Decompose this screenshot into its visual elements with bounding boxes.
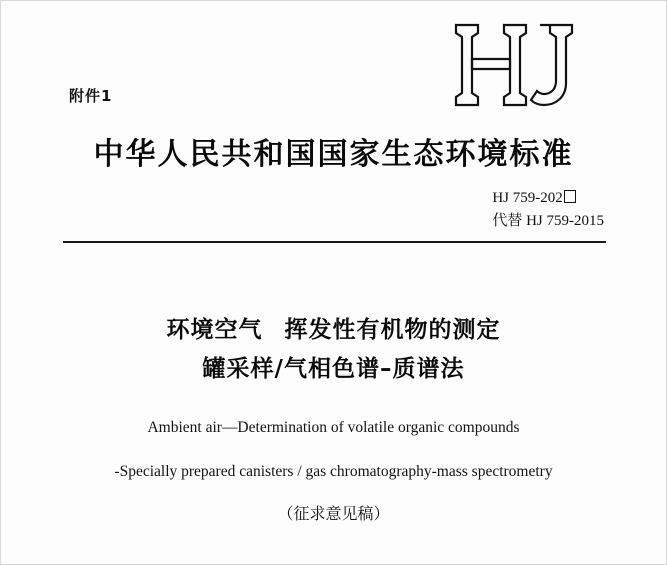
- draft-notice: （征求意见稿）: [277, 504, 390, 523]
- subject-line-1-part-a: 环境空气: [166, 317, 263, 343]
- standard-number-line: [492, 187, 604, 210]
- blank-box-icon: [564, 190, 576, 203]
- hj-logo-icon: [448, 19, 588, 111]
- subject-line-1-part-b: 挥发性有机物的测定: [284, 317, 501, 343]
- header-divider: [63, 241, 606, 243]
- standard-number-text: HJ 759-202: [492, 190, 563, 206]
- subject-line-2: 罐采样/气相色谱–质谱法: [202, 356, 465, 383]
- page-title: 中华人民共和国国家生态环境标准: [93, 137, 574, 172]
- english-title-line-1: Ambient air—Determination of volatile organic compounds: [147, 419, 520, 436]
- subject-title: [1, 311, 666, 389]
- standard-number-block: [492, 187, 604, 234]
- english-title-line-2: -Specially prepared canisters / gas chromatography-mass spectrometry: [114, 463, 553, 480]
- replaces-line: 代替 HJ 759-2015: [492, 213, 604, 230]
- attachment-label: 附件1: [69, 87, 113, 105]
